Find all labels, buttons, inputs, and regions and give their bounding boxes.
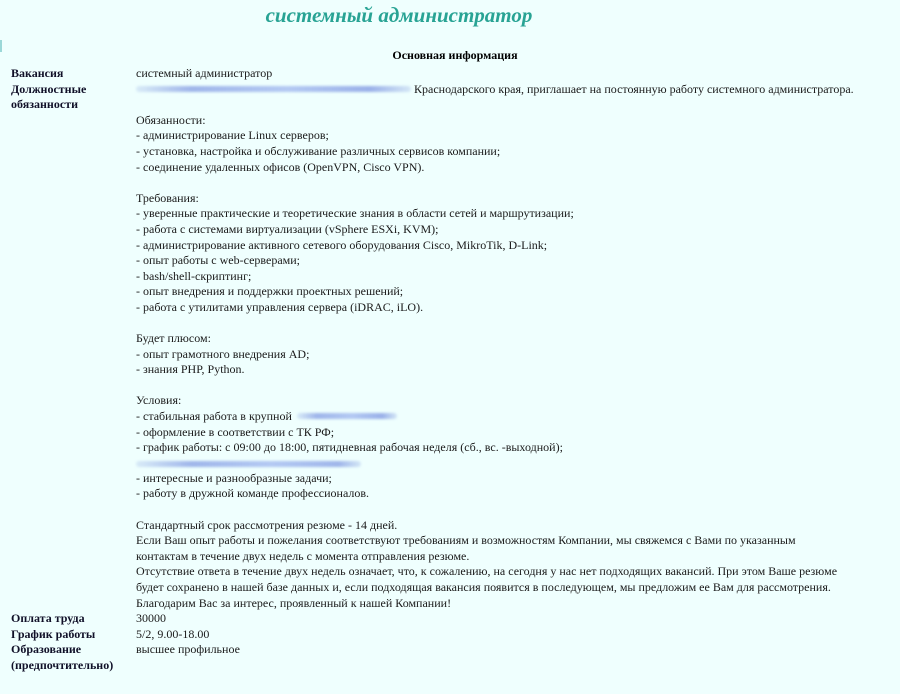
education-text: высшее профильное (136, 642, 240, 657)
duties-row (11, 82, 891, 612)
salary-row (11, 611, 891, 627)
plus-heading: Будет плюсом: (136, 331, 211, 346)
closing-line: Если Ваш опыт работы и пожелания соответствуют требованиям и возможностям Компании, мы свяжемся с Вами по указанным (136, 533, 796, 548)
responsibilities-heading: Обязанности: (136, 112, 206, 127)
schedule-value (136, 627, 891, 643)
salary-label: Оплата труда (11, 611, 85, 626)
responsibilities-list (136, 128, 891, 175)
condition-stable-text: - стабильная работа в крупной (136, 409, 292, 424)
redacted-company-name (136, 86, 411, 92)
education-label-line2: (предпочтительно) (11, 657, 114, 672)
list-item: - администрирование активного сетевого оборудования Cisco, MikroTik, D-Link; (136, 237, 548, 252)
page-title: системный администратор (265, 3, 533, 27)
requirements-list (136, 206, 891, 315)
education-label-line1: Образование (11, 642, 82, 657)
vacancy-text: системный администратор (136, 66, 273, 80)
list-item: - знания PHP, Python. (136, 362, 245, 377)
vacancy-row (11, 66, 891, 82)
company-intro (136, 82, 891, 98)
requirements-heading: Требования: (136, 190, 199, 205)
duties-label (11, 82, 136, 612)
closing-line: будет сохранено в нашей базе данных и, если подходящая вакансия появится в последующем, мы предложим ее Вам для рассмотрения. (136, 580, 831, 594)
closing-line: Стандартный срок рассмотрения резюме - 14 дней. (136, 517, 398, 532)
list-item: - уверенные практические и теоретические знания в области сетей и маршрутизации; (136, 206, 574, 221)
schedule-text: 5/2, 9.00-18.00 (136, 626, 210, 641)
list-item (136, 409, 891, 425)
list-item: - администрирование Linux серверов; (136, 128, 329, 143)
duties-value (136, 82, 891, 612)
list-item: - оформление в соответствии с ТК РФ; (136, 424, 335, 439)
list-item: - установка, настройка и обслуживание различных сервисов компании; (136, 143, 501, 158)
closing-line: Отсутствие ответа в течение двух недель означает, что, к сожалению, на сегодня у нас нет подходящих вакансий. При этом Ваше резюме (136, 564, 838, 579)
company-intro-text: Краснодарского края, приглашает на постоянную работу системного администратора. (414, 81, 854, 96)
closing-line: контактам в течение двух недель с момента отправления резюме. (136, 548, 470, 563)
section-heading: Основная информация (392, 48, 518, 62)
redacted-company-type (297, 413, 397, 419)
duties-label-line2: обязанности (11, 97, 78, 112)
salary-text: 30000 (136, 611, 166, 626)
closing-paragraph (136, 518, 891, 612)
list-item: - опыт работы с web-серверами; (136, 253, 301, 268)
education-value (136, 642, 891, 673)
salary-value (136, 611, 891, 627)
vacancy-value (136, 66, 891, 82)
conditions-heading: Условия: (136, 393, 182, 408)
education-label (11, 642, 136, 673)
list-item: - график работы: с 09:00 до 18:00, пятидневная рабочая неделя (сб., вс. -выходной); (136, 440, 563, 455)
education-row (11, 642, 891, 673)
list-item: - опыт грамотного внедрения AD; (136, 346, 310, 361)
list-item: - опыт внедрения и поддержки проектных решений; (136, 284, 404, 299)
list-item: - работа с утилитами управления сервера (iDRAC, iLO). (136, 299, 424, 314)
plus-list (136, 347, 891, 378)
list-item: - bash/shell-скриптинг; (136, 268, 252, 283)
schedule-row (11, 627, 891, 643)
list-item: - работа с системами виртуализации (vSphere ESXi, KVM); (136, 221, 439, 236)
vacancy-label: Вакансия (11, 66, 64, 80)
schedule-label: График работы (11, 626, 96, 641)
duties-label-line1: Должностные (11, 81, 87, 96)
closing-line: Благодарим Вас за интерес, проявленный к нашей Компании! (136, 595, 452, 610)
conditions-list (136, 409, 891, 502)
list-item: - интересные и разнообразные задачи; (136, 470, 332, 485)
redacted-condition-line (136, 461, 361, 467)
list-item: - соединение удаленных офисов (OpenVPN, Cisco VPN). (136, 159, 425, 174)
list-item: - работу в дружной команде профессионалов. (136, 486, 370, 501)
vacancy-details-table (11, 66, 891, 674)
